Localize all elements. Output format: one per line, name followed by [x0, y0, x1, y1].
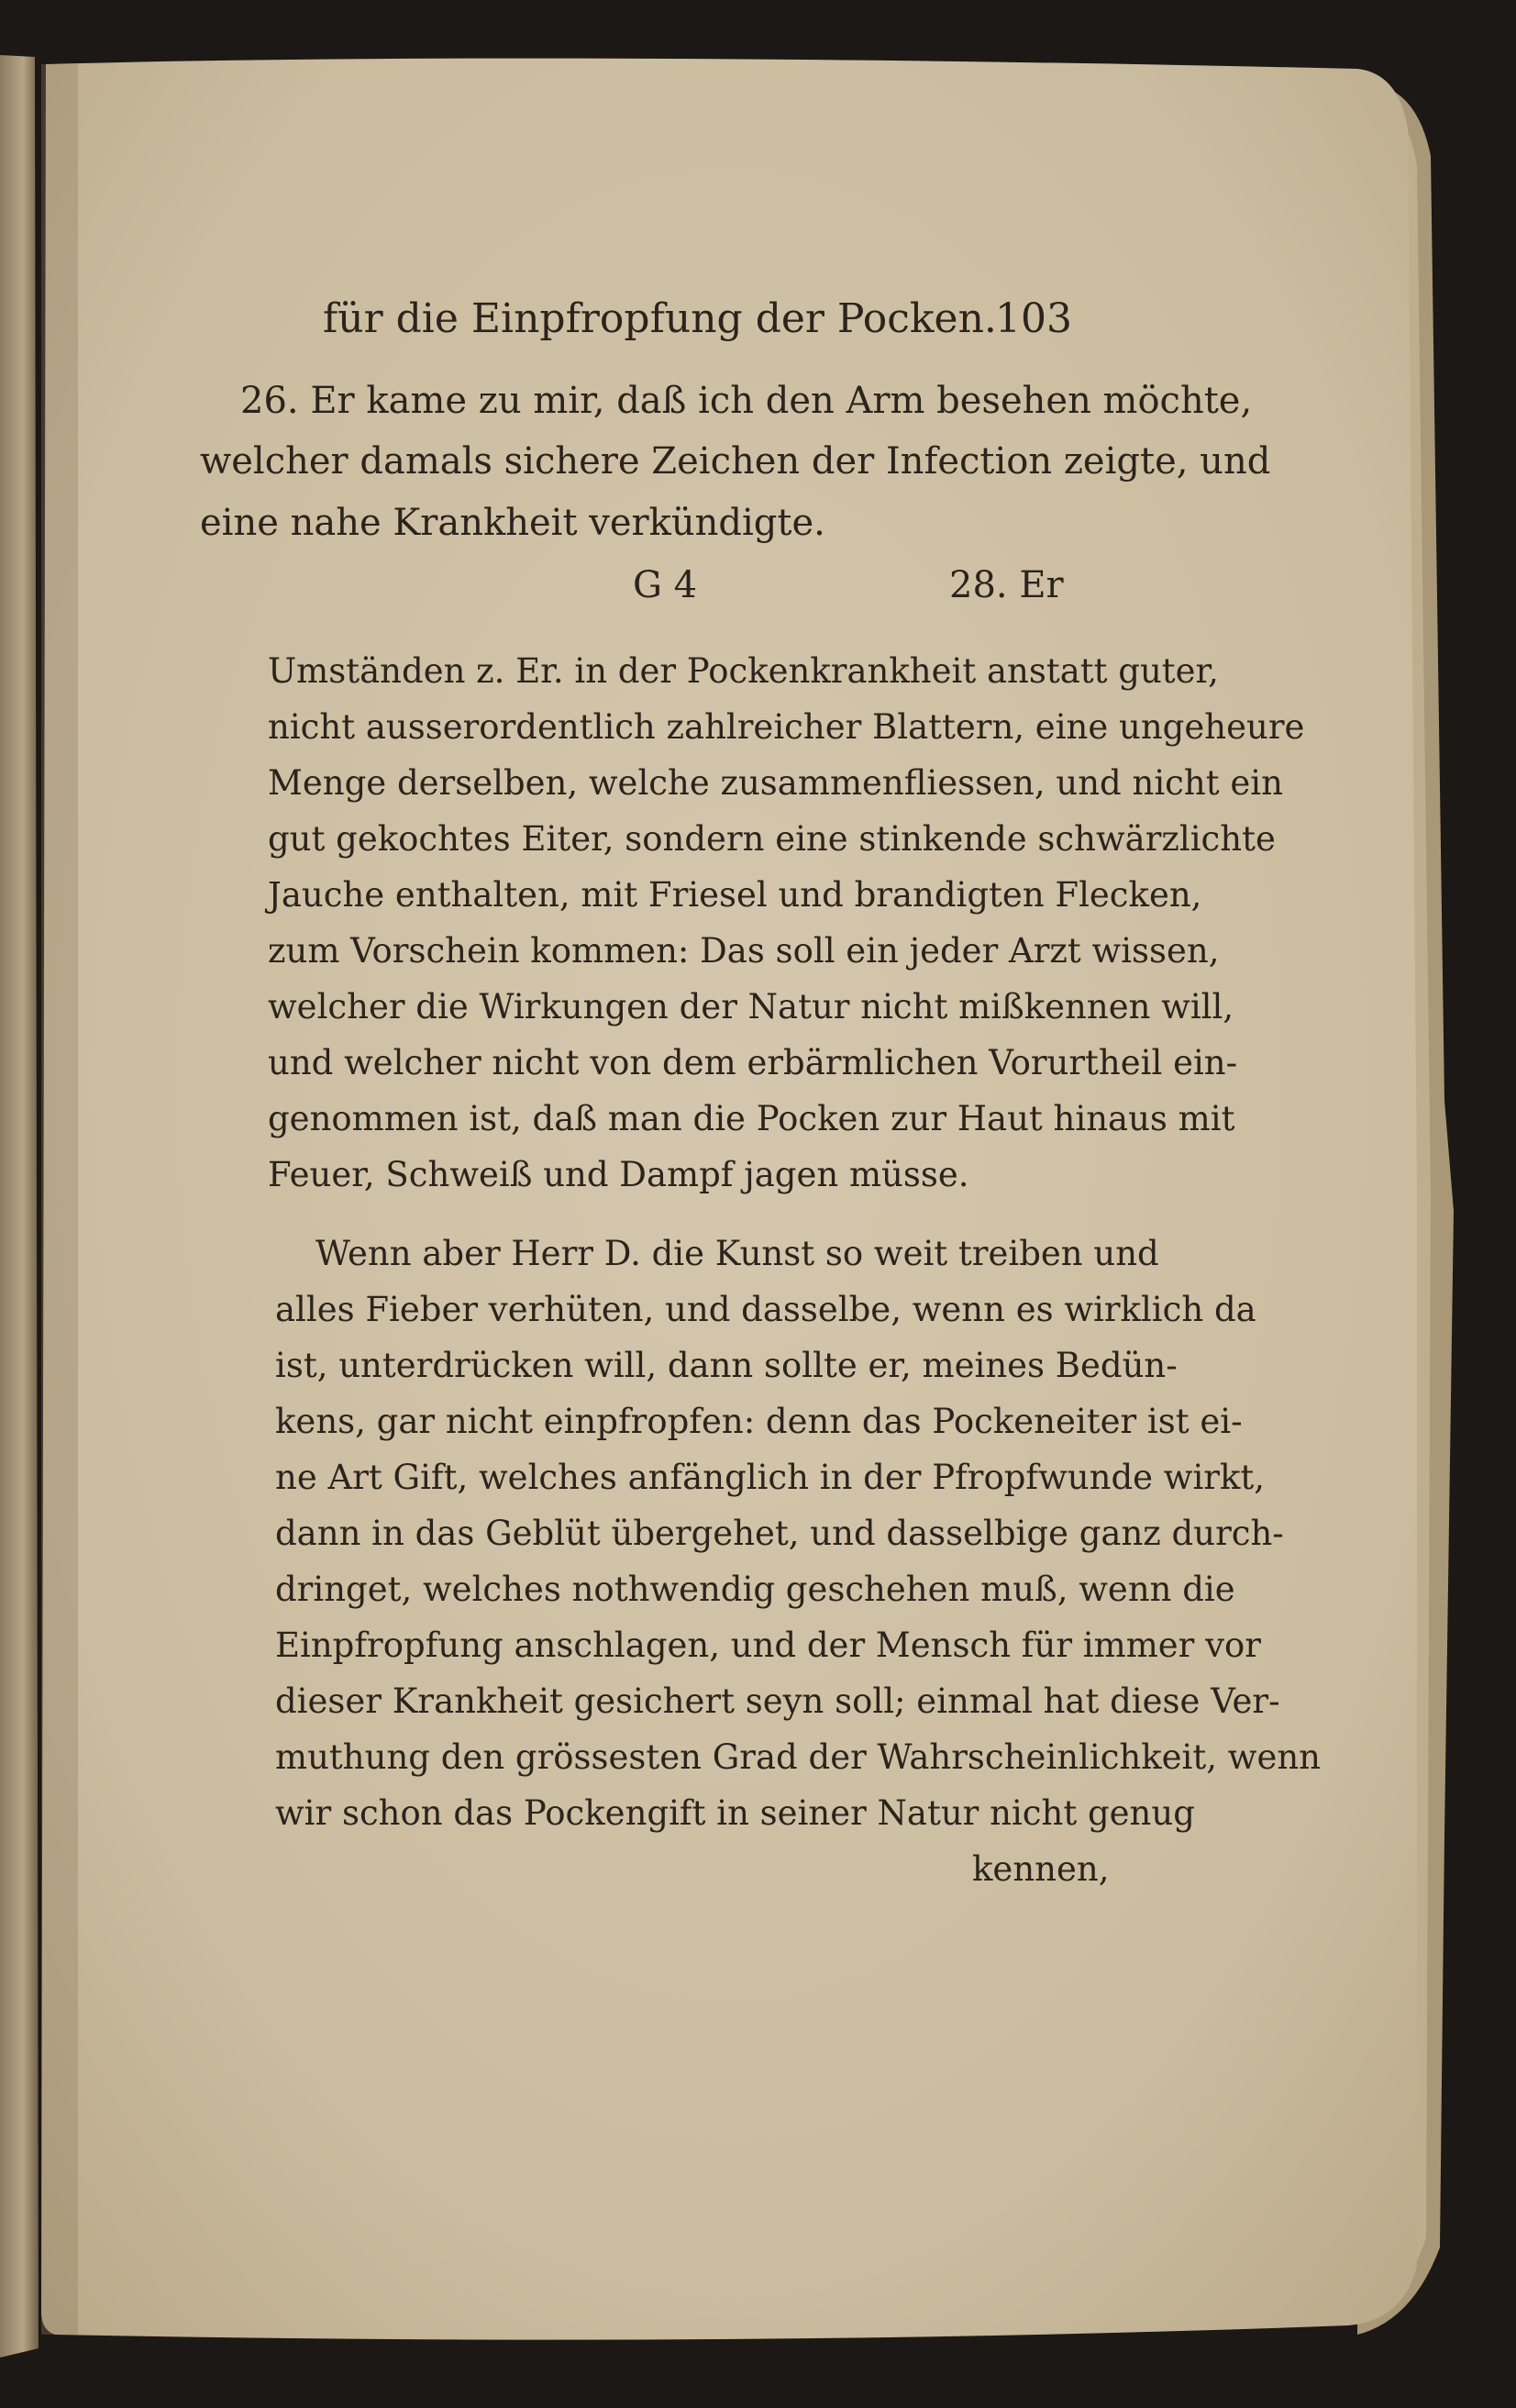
footnote-line: eine nahe Krankheit verkündigte. [200, 502, 825, 544]
text-line: muthung den grössesten Grad der Wahrscheinlichkeit, wenn [275, 1737, 1322, 1777]
text-line: ne Art Gift, welches anfänglich in der Pfropfwunde wirkt, [275, 1458, 1266, 1497]
text-line: dringet, welches nothwendig geschehen muß, wenn die [275, 1570, 1235, 1609]
text-line: dieser Krankheit gesichert seyn soll; einmal hat diese Ver- [275, 1681, 1280, 1721]
running-head: für die Einpfropfung der Pocken. [323, 295, 997, 342]
text-line: alles Fieber verhüten, und dasselbe, wenn es wirklich da [275, 1290, 1256, 1329]
text-line: genommen ist, daß man die Pocken zur Haut hinaus mit [268, 1099, 1235, 1138]
text-line: und welcher nicht von dem erbärmlichen Vorurtheil ein- [268, 1043, 1238, 1082]
footnote-line: 26. Er kame zu mir, daß ich den Arm besehen möchte, [240, 380, 1253, 422]
text-line: ist, unterdrücken will, dann sollte er, meines Bedün- [275, 1346, 1178, 1385]
catchword-bottom: kennen, [972, 1849, 1110, 1889]
text-line: nicht ausserordentlich zahlreicher Blattern, eine ungeheure [268, 707, 1305, 747]
text-line: Feuer, Schweiß und Dampf jagen müsse. [268, 1155, 969, 1194]
footnote-line: welcher damals sichere Zeichen der Infection zeigte, und [200, 440, 1271, 483]
page-number: 103 [995, 295, 1072, 342]
text-line: Einpfropfung anschlagen, und der Mensch für immer vor [275, 1626, 1261, 1665]
signature-mark: G 4 [633, 564, 698, 606]
text-line: Umständen z. Er. in der Pockenkrankheit anstatt guter, [268, 651, 1219, 691]
text-line: Jauche enthalten, mit Friesel und brandigten Flecken, [268, 875, 1202, 915]
facing-page-edge [0, 55, 39, 2358]
catchword-top: 28. Er [949, 564, 1064, 606]
text-line: gut gekochtes Eiter, sondern eine stinkende schwärzlichte [268, 819, 1276, 859]
text-line: dann in das Geblüt übergehet, und dasselbige ganz durch- [275, 1514, 1284, 1553]
text-line: zum Vorschein kommen: Das soll ein jeder Arzt wissen, [268, 931, 1220, 971]
text-line: wir schon das Pockengift in seiner Natur nicht genug [275, 1793, 1195, 1833]
text-line: Menge derselben, welche zusammenfliessen, und nicht ein [268, 763, 1283, 803]
text-line: welcher die Wirkungen der Natur nicht mißkennen will, [268, 987, 1234, 1026]
text-line: kens, gar nicht einpfropfen: denn das Pockeneiter ist ei- [275, 1402, 1243, 1441]
text-line: Wenn aber Herr D. die Kunst so weit treiben und [315, 1234, 1159, 1273]
